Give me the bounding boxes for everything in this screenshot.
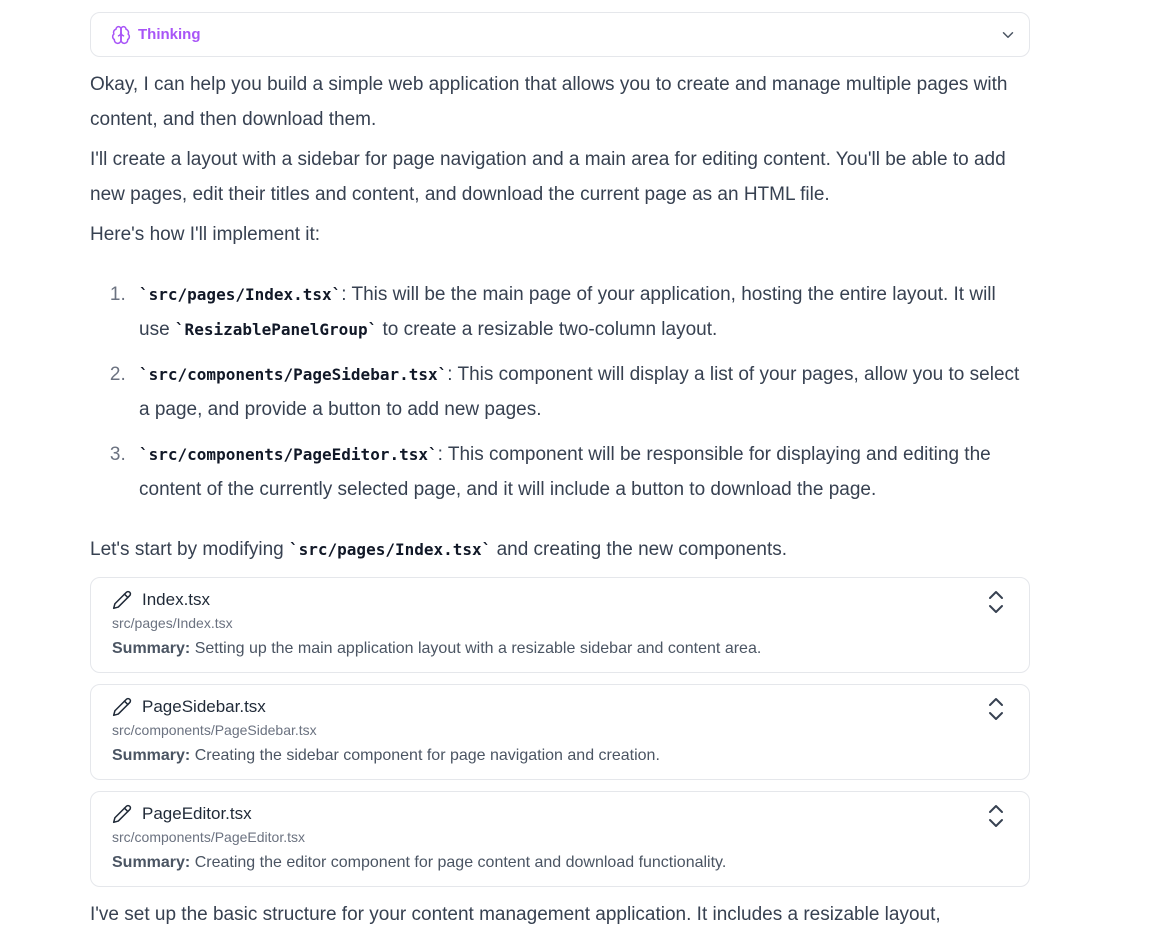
file-summary: Summary: Creating the editor component for page content and download functionality. — [112, 854, 727, 871]
file-summary: Summary: Creating the sidebar component for page navigation and creation. — [112, 747, 660, 764]
pencil-icon — [112, 697, 132, 717]
inline-code: `src/components/PageEditor.tsx` — [139, 445, 438, 464]
chevron-down-icon[interactable] — [999, 26, 1017, 44]
chat-message — [90, 12, 1030, 932]
inline-code: `src/pages/Index.tsx` — [289, 540, 492, 559]
list-item: 1. `src/pages/Index.tsx`: This will be the main page of your application, hosting the entire layout. It will use `ResizablePanelGroup` to create a resizable two-column layout. — [131, 277, 1030, 347]
file-name: PageEditor.tsx — [142, 804, 252, 823]
list-item: 3. `src/components/PageEditor.tsx`: This component will be responsible for displaying and editing the content of the currently selected page, and it will include a button to download the page. — [131, 437, 1030, 507]
layout-paragraph: I'll create a layout with a sidebar for page navigation and a main area for editing content. You'll be able to add new pages, edit their titles and content, and download the current page as an HTML file. — [90, 149, 1006, 205]
thinking-label: Thinking — [138, 26, 201, 43]
file-card[interactable] — [90, 684, 1030, 780]
inline-code: `src/components/PageSidebar.tsx` — [139, 365, 448, 384]
intro-paragraph: Okay, I can help you build a simple web application that allows you to create and manage multiple pages with content, and then download them. — [90, 74, 1008, 130]
chevrons-up-down-icon[interactable] — [987, 697, 1005, 721]
file-cards — [90, 577, 1030, 887]
outro-paragraph: I've set up the basic structure for your content management application. It includes a resizable layout, — [90, 904, 941, 925]
thinking-toggle[interactable] — [90, 12, 1030, 57]
file-card[interactable] — [90, 577, 1030, 673]
brain-icon — [111, 25, 131, 45]
file-path: src/pages/Index.tsx — [112, 615, 233, 631]
file-path: src/components/PageEditor.tsx — [112, 829, 305, 845]
pencil-icon — [112, 590, 132, 610]
chevrons-up-down-icon[interactable] — [987, 804, 1005, 828]
steps-list — [90, 277, 1030, 507]
file-card[interactable] — [90, 791, 1030, 887]
start-paragraph: Let's start by modifying `src/pages/Index.tsx` and creating the new components. — [90, 539, 788, 560]
file-summary: Summary: Setting up the main application layout with a resizable sidebar and content area. — [112, 640, 762, 657]
chevrons-up-down-icon[interactable] — [987, 590, 1005, 614]
file-name: PageSidebar.tsx — [142, 697, 266, 716]
inline-code: `src/pages/Index.tsx` — [139, 285, 342, 304]
pencil-icon — [112, 804, 132, 824]
plan-heading: Here's how I'll implement it: — [90, 224, 321, 245]
list-item: 2. `src/components/PageSidebar.tsx`: This component will display a list of your pages, allow you to select a page, and provide a button to add new pages. — [131, 357, 1030, 427]
file-name: Index.tsx — [142, 590, 211, 609]
file-path: src/components/PageSidebar.tsx — [112, 722, 317, 738]
inline-code: `ResizablePanelGroup` — [174, 320, 378, 339]
